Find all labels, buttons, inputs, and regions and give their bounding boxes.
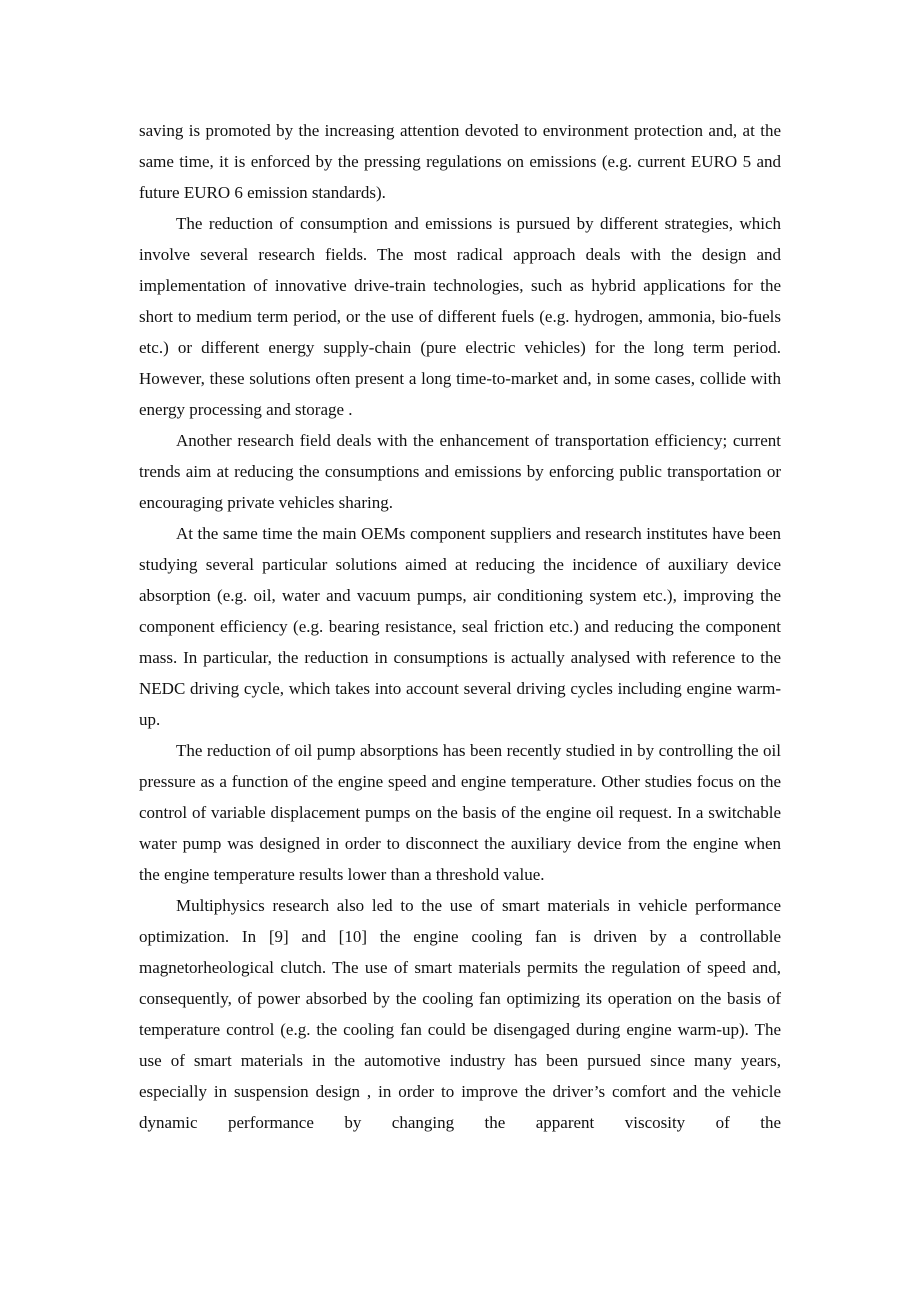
- paragraph-continued-intro: saving is promoted by the increasing attention devoted to environment protection and, at the same time, it is enforced by the pressing regulations on emissions (e.g. current EURO 5 and future EURO 6 emission standards).: [139, 121, 781, 202]
- paragraph-transportation-efficiency: Another research field deals with the enhancement of transportation efficiency; current trends aim at reducing the consumptions and emissions by enforcing public transportation or encouraging private vehicles sharing.: [139, 431, 781, 512]
- paragraph-reduction-strategies: The reduction of consumption and emissions is pursued by different strategies, which involve several research fields. The most radical approach deals with the design and implementation of innovative drive-train technologies, such as hybrid applications for the short to medium term period, or the use of different fuels (e.g. hydrogen, ammonia, bio-fuels etc.) or different energy supply-chain (pure electric vehicles) for the long term period. However, these solutions often present a long time-to-market and, in some cases, collide with energy processing and storage .: [139, 214, 781, 419]
- paragraph-smart-materials: Multiphysics research also led to the use of smart materials in vehicle performance optimization. In [9] and [10] the engine cooling fan is driven by a controllable magnetorheological clutch. The use of smart materials permits the regulation of speed and, consequently, of power absorbed by the cooling fan optimizing its operation on the basis of temperature control (e.g. the cooling fan could be disengaged during engine warm-up). The use of smart materials in the automotive industry has been pursued since many years, especially in suspension design , in order to improve the driver’s comfort and the vehicle dynamic performance by changing the apparent viscosity of the: [139, 896, 781, 1132]
- paragraph-oem-solutions: At the same time the main OEMs component suppliers and research institutes have been studying several particular solutions aimed at reducing the incidence of auxiliary device absorption (e.g. oil, water and vacuum pumps, air conditioning system etc.), improving the component efficiency (e.g. bearing resistance, seal friction etc.) and reducing the component mass. In particular, the reduction in consumptions is actually analysed with reference to the NEDC driving cycle, which takes into account several driving cycles including engine warm-up.: [139, 524, 781, 729]
- paragraph-oil-pump: The reduction of oil pump absorptions has been recently studied in by controlling the oil pressure as a function of the engine speed and engine temperature. Other studies focus on the control of variable displacement pumps on the basis of the engine oil request. In a switchable water pump was designed in order to disconnect the auxiliary device from the engine when the engine temperature results lower than a threshold value.: [139, 741, 781, 884]
- document-page: [139, 115, 781, 1138]
